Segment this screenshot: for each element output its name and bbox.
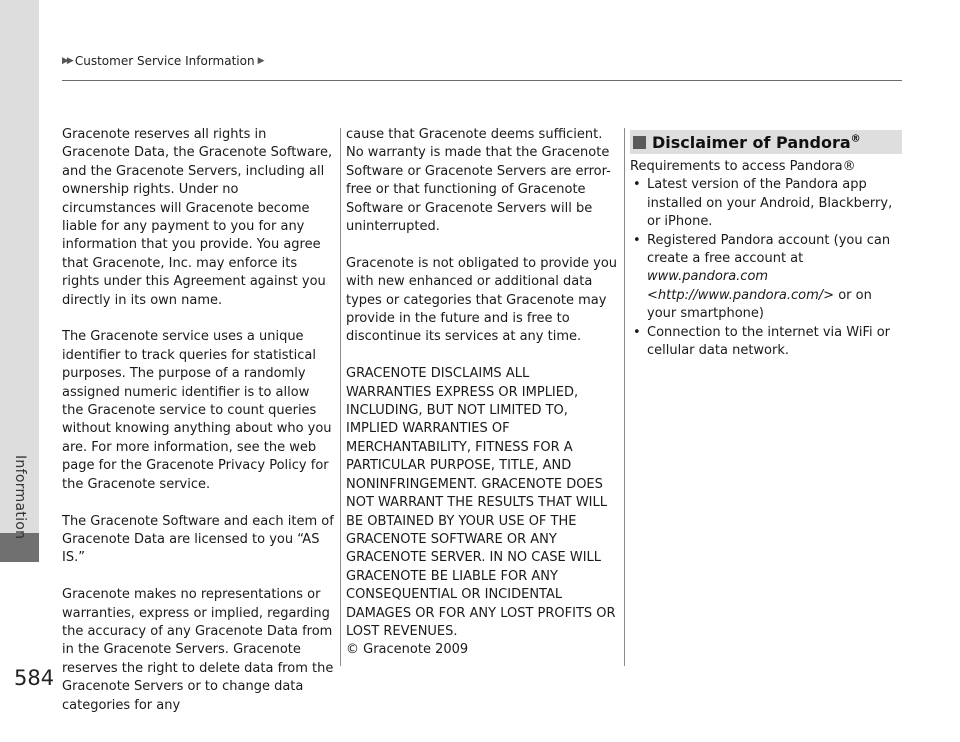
text-column-2 <box>346 126 618 660</box>
requirements-list <box>630 176 902 360</box>
square-bullet-icon <box>633 136 646 149</box>
column-divider <box>624 128 625 666</box>
paragraph: The Gracenote Software and each item of Gracenote Data are licensed to you “AS IS.” <box>62 513 334 566</box>
sidebar-heading-text: Disclaimer of Pandora <box>652 132 851 152</box>
paragraph: Gracenote reserves all rights in Gracenote Data, the Gracenote Software, and the Gracenote Servers, including all ownership rights. Under no circumstances will Gracenote become liable for any payment to you for any information that you provide. You agree that Gracenote, Inc. may enforce its rights under this Agreement against you directly in its own name. <box>62 127 333 308</box>
breadcrumb-arrow-icon: ▶ <box>257 56 263 66</box>
breadcrumb-text[interactable]: Customer Service Information <box>74 54 255 68</box>
pandora-link[interactable]: www.pandora.com <http://www.pandora.com/> <box>647 269 835 303</box>
paragraph: cause that Gracenote deems sufficient. No warranty is made that the Gracenote Software or Gracenote Servers are error-free or that functioning of Gracenote Software or Gracenote Servers will be uninterrupted. <box>346 127 611 235</box>
sidebar-body <box>630 158 902 360</box>
paragraph: Gracenote makes no representations or warranties, express or implied, regarding the accuracy of any Gracenote Data from in the Gracenote Servers. Gracenote reserves the right to delete data from the Gracenote Servers or to change data categories for any <box>62 587 334 713</box>
registered-mark: ® <box>850 133 861 145</box>
bullet-text: Registered Pandora account (you can create a free account at <box>647 232 891 267</box>
breadcrumb <box>62 54 263 68</box>
list-item: • Connection to the internet via WiFi or cellular data network. <box>630 324 902 361</box>
text-column-1 <box>62 126 334 715</box>
paragraph: Gracenote is not obligated to provide you with new enhanced or additional data types or categories that Gracenote may provide in the future and is free to discontinue its services at any time. <box>346 255 618 345</box>
page-number: 584 <box>14 666 55 690</box>
copyright: © Gracenote 2009 <box>346 642 469 658</box>
sidebar-heading <box>630 130 902 154</box>
list-item: • Latest version of the Pandora app installed on your Android, Blackberry, or iPhone. <box>630 176 902 231</box>
header-divider <box>62 80 902 81</box>
list-item <box>630 232 902 324</box>
column-divider <box>340 128 341 666</box>
section-label: Information <box>12 455 28 540</box>
sidebar-intro: Requirements to access Pandora® <box>630 159 856 174</box>
bullet-text: or on your smartphone) <box>647 287 872 322</box>
paragraph: The Gracenote service uses a unique identifier to track queries for statistical purposes. The purpose of a randomly assigned numeric identifier is to allow the Gracenote service to count queries without knowing anything about who you are. For more information, see the web page for the Gracenote Privacy Policy for the Gracenote service. <box>62 329 332 492</box>
paragraph: GRACENOTE DISCLAIMS ALL WARRANTIES EXPRESS OR IMPLIED, INCLUDING, BUT NOT LIMITED TO, IMPLIED WARRANTIES OF MERCHANTABILITY, FITNESS FOR A PARTICULAR PURPOSE, TITLE, AND NONINFRINGEMENT. GRACENOTE DOES NOT WARRANT THE RESULTS THAT WILL BE OBTAINED BY YOUR USE OF THE GRACENOTE SOFTWARE OR ANY GRACENOTE SERVER. IN NO CASE WILL GRACENOTE BE LIABLE FOR ANY CONSEQUENTIAL OR INCIDENTAL DAMAGES OR FOR ANY LOST PROFITS OR LOST REVENUES. <box>346 366 616 639</box>
breadcrumb-arrows-icon: ▶▶ <box>62 56 72 66</box>
